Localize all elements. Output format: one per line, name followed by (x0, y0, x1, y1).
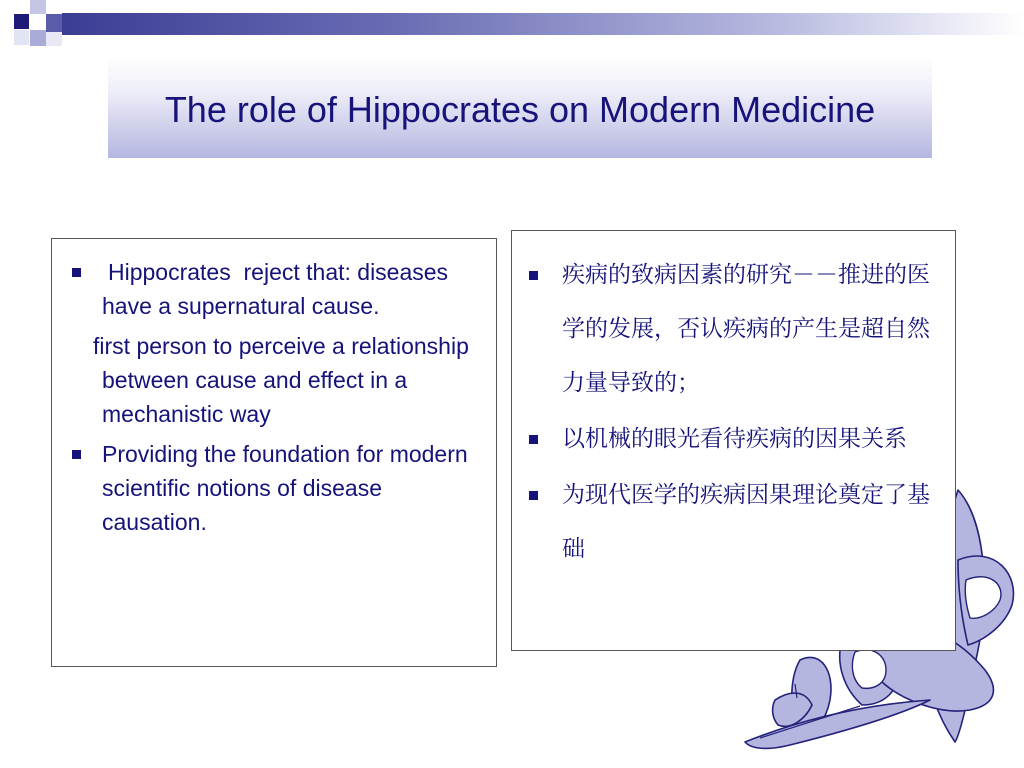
chinese-text-box (511, 230, 956, 651)
square-bullet-icon (529, 435, 538, 444)
slide-title: The role of Hippocrates on Modern Medicine (164, 88, 876, 130)
list-item (528, 412, 937, 466)
list-item-text: 为现代医学的疾病因果理论奠定了基础 (562, 482, 930, 562)
square-bullet-icon (529, 491, 538, 500)
plain-paragraph: first person to perceive a relationship between cause and effect in a mechanistic way (93, 333, 469, 427)
list-item (528, 468, 937, 576)
square-bullet-icon (72, 450, 81, 459)
list-item (70, 437, 478, 539)
list-item (70, 255, 478, 323)
list-item-text: 以机械的眼光看待疾病的因果关系 (562, 426, 907, 452)
list-item-text: Hippocrates reject that: diseases have a supernatural cause. (102, 259, 455, 319)
list-item-text: Providing the foundation for modern scientific notions of disease causation. (102, 441, 468, 535)
english-text-box (51, 238, 497, 667)
square-bullet-icon (72, 268, 81, 277)
square-bullet-icon (529, 271, 538, 280)
list-item-text: 疾病的致病因素的研究－－推进的医学的发展，否认疾病的产生是超自然力量导致的； (562, 262, 930, 396)
list-item (528, 248, 937, 410)
